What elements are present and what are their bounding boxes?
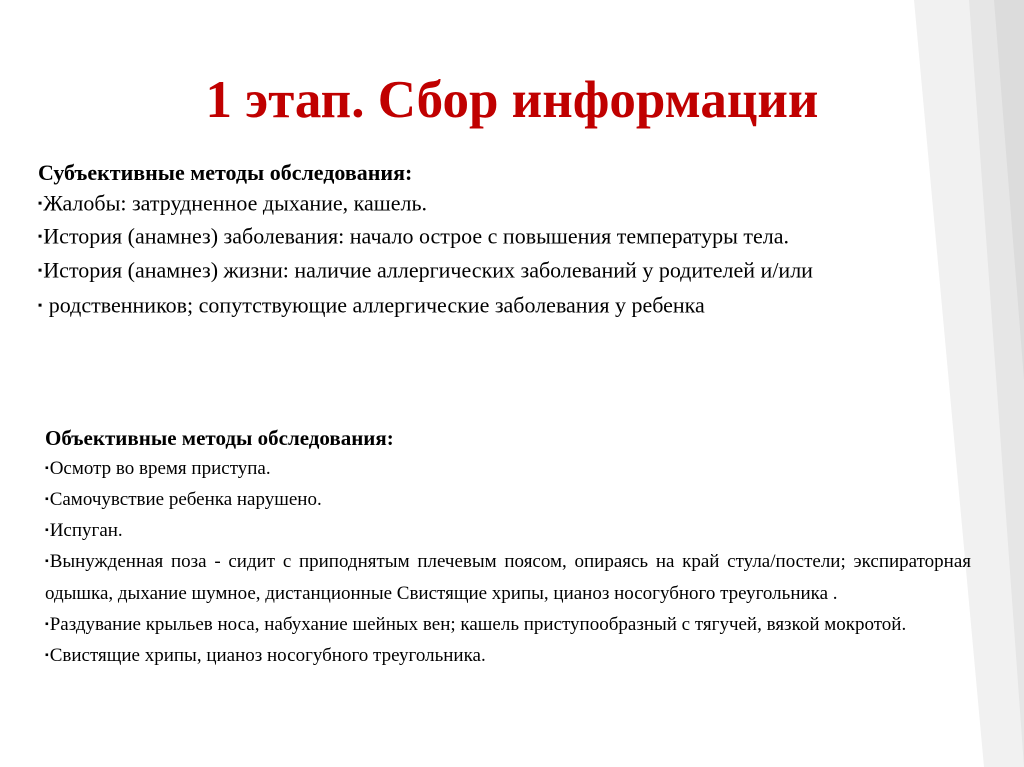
list-item-text: История (анамнез) жизни: наличие аллергических заболеваний у родителей и/или — [43, 257, 813, 283]
objective-methods-heading: Объективные методы обследования: — [45, 426, 394, 450]
list-item-text: Раздувание крыльев носа, набухание шейных вен; кашель приступообразный с тягучей, вязкой мокротой. — [49, 613, 907, 635]
list-item — [45, 515, 971, 546]
subjective-methods-section — [38, 158, 988, 323]
square-bullet-icon: ▪ — [38, 196, 43, 210]
list-item — [45, 484, 971, 515]
list-item — [38, 219, 988, 254]
subjective-methods-heading: Субъективные методы обследования: — [38, 160, 413, 185]
list-item — [45, 609, 971, 640]
list-item — [45, 546, 971, 608]
list-item — [45, 453, 971, 484]
square-bullet-icon: ▪ — [45, 618, 49, 630]
objective-methods-section — [45, 423, 971, 671]
slide-title: 1 этап. Сбор информации — [205, 71, 819, 129]
square-bullet-icon: ▪ — [45, 649, 49, 661]
list-item — [38, 288, 988, 323]
list-item-text: Вынужденная поза - сидит с приподнятым плечевым поясом, опираясь на край стула/постели; экспираторная одышка, дыхание шумное, дистанционные Свистящие хрипы, цианоз носогубного треугольника . — [45, 551, 971, 604]
list-item-text: Свистящие хрипы, цианоз носогубного треугольника. — [49, 644, 486, 666]
square-bullet-icon: ▪ — [45, 463, 49, 474]
list-item-text: Осмотр во время приступа. — [49, 458, 271, 480]
list-item — [38, 253, 988, 288]
list-item — [45, 640, 971, 671]
list-item-text: Испуган. — [49, 520, 123, 542]
square-bullet-icon: ▪ — [45, 494, 49, 506]
square-bullet-icon: ▪ — [38, 228, 43, 243]
square-bullet-icon: ▪ — [38, 297, 43, 312]
square-bullet-icon: ▪ — [45, 525, 49, 537]
list-item-text: Жалобы: затрудненное дыхание, кашель. — [43, 190, 427, 216]
list-item-text: Самочувствие ребенка нарушено. — [49, 489, 322, 511]
square-bullet-icon: ▪ — [45, 556, 49, 568]
list-item-text: История (анамнез) заболевания: начало острое с повышения температуры тела. — [43, 223, 790, 249]
list-item — [38, 188, 988, 219]
square-bullet-icon: ▪ — [38, 263, 43, 278]
list-item-text: родственников; сопутствующие аллергические заболевания у ребенка — [43, 292, 705, 318]
